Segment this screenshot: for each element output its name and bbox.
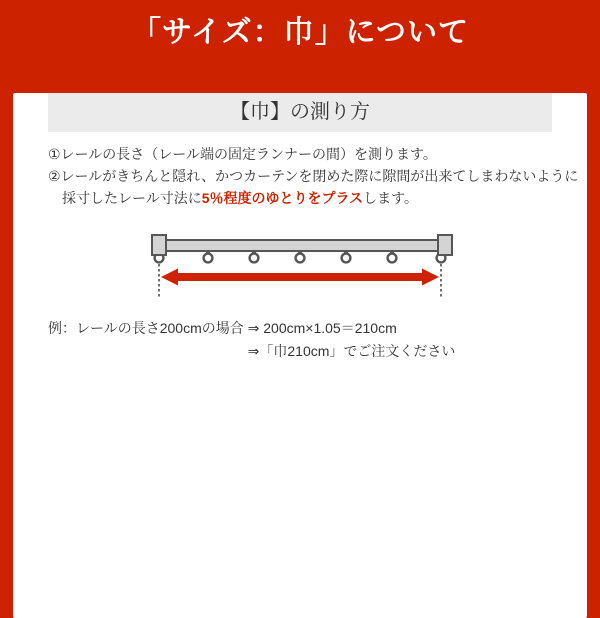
example-order-note: ⇒「巾210cm」でご注文ください xyxy=(247,343,456,359)
runner-rings xyxy=(155,254,446,263)
example-line-1 xyxy=(48,317,552,340)
runner xyxy=(296,254,305,263)
content-box xyxy=(13,93,587,618)
runner xyxy=(342,254,351,263)
instruction-step-2-line-2 xyxy=(48,187,552,209)
instruction-step-1: ①レールの長さ（レール端の固定ランナーの間）を測ります。 xyxy=(48,146,437,162)
example-label: 例：レールの長さ200cmの場合 xyxy=(48,320,248,336)
runner xyxy=(388,254,397,263)
rail-end-cap-right xyxy=(438,235,452,255)
example-line-2 xyxy=(48,340,552,363)
rail-end-cap-left xyxy=(152,235,166,255)
example-calculation: ⇒ 200cm×1.05＝210cm xyxy=(247,320,397,336)
runner xyxy=(250,254,259,263)
instruction-step-2-line-1: ②レールがきちんと隠れ、かつカーテンを閉めた際に隙間が出来てしまわないように xyxy=(48,168,579,184)
runner xyxy=(204,254,213,263)
tolerance-highlight: 5％程度のゆとりをプラス xyxy=(201,190,364,206)
measurement-instructions xyxy=(48,143,579,209)
page-header xyxy=(0,0,600,58)
rail-bar xyxy=(166,240,438,251)
curtain-rail-diagram xyxy=(147,225,457,301)
section-title: 【巾】の測り方 xyxy=(48,93,552,132)
curtain-rail-diagram-svg xyxy=(147,225,457,301)
step-2-prefix: 採寸したレール寸法に xyxy=(62,190,202,206)
step-2-suffix: します。 xyxy=(363,190,418,206)
width-measure-arrow xyxy=(161,269,439,286)
measurement-example xyxy=(48,317,552,363)
page-title: 「サイズ：巾」について xyxy=(131,16,469,49)
